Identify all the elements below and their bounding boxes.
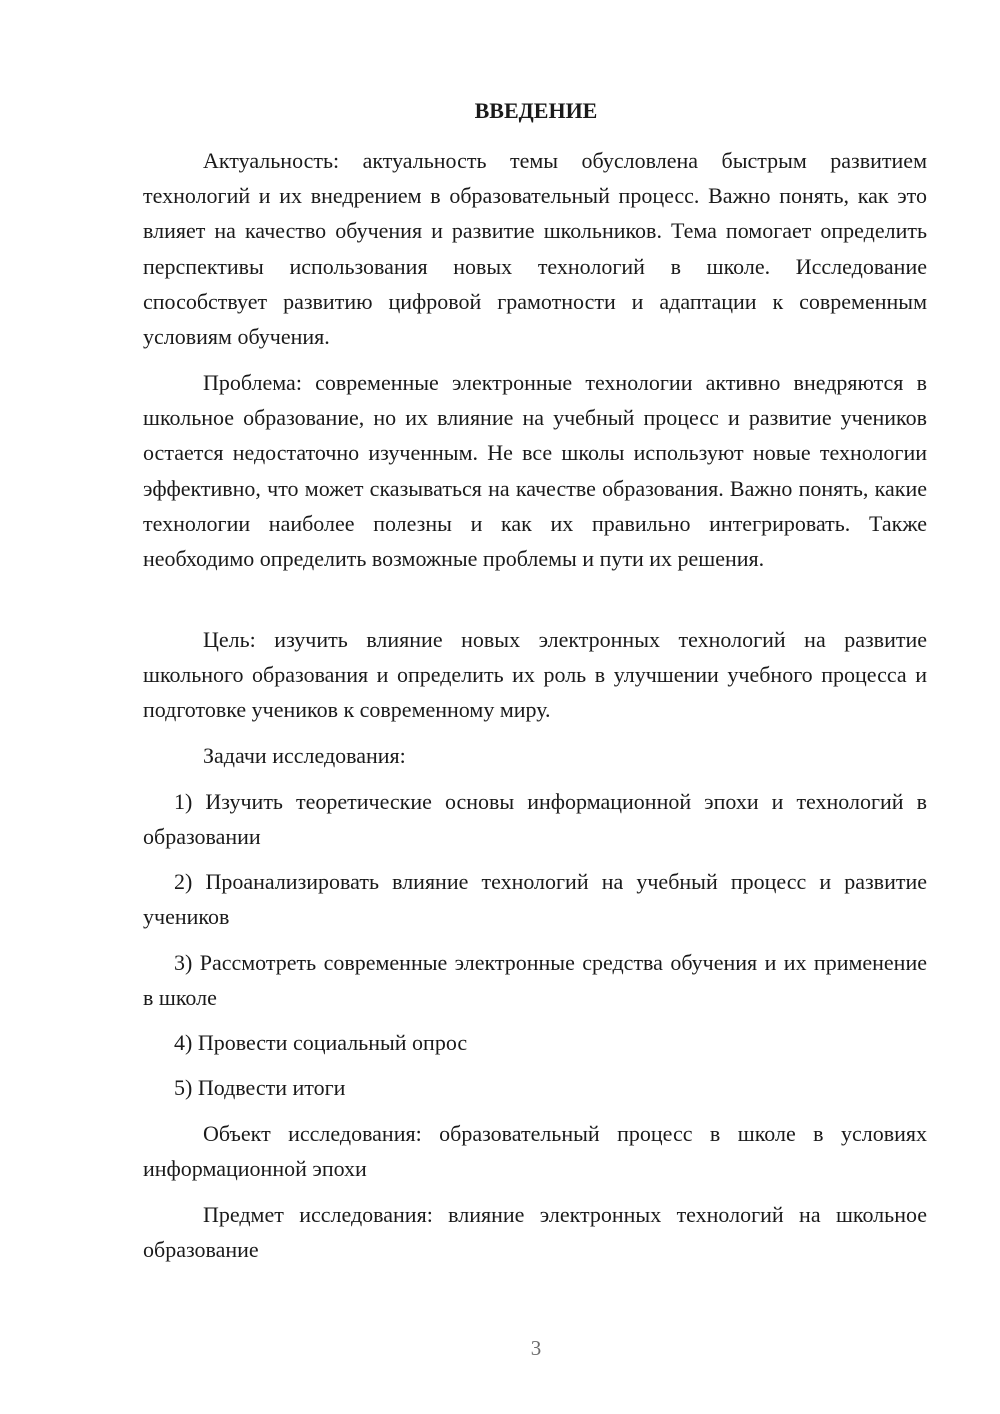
relevance-paragraph: Актуальность: актуальность темы обусловлена быстрым развитием технологий и их внедрением в образовательный процесс. Важно понять, как это влияет на качество обучения и развитие школьников. Тема помогает определить перспективы использования новых технологий в школе. Исследование способствует развитию цифровой грамотности и адаптации к современным условиям обучения.: [143, 148, 927, 350]
task-item-1: 1) Изучить теоретические основы информационной эпохи и технологий в образовании: [143, 789, 927, 850]
goal-paragraph: Цель: изучить влияние новых электронных технологий на развитие школьного образования и определить их роль в улучшении учебного процесса и подготовке учеников к современному миру.: [143, 627, 927, 723]
task-item-4: 4) Провести социальный опрос: [174, 1030, 468, 1055]
task-item-2: 2) Проанализировать влияние технологий на учебный процесс и развитие учеников: [143, 869, 927, 930]
task-item-5: 5) Подвести итоги: [174, 1075, 346, 1100]
object-paragraph: Объект исследования: образовательный процесс в школе в условиях информационной эпохи: [143, 1121, 927, 1182]
page-number: 3: [530, 1336, 542, 1360]
tasks-title: Задачи исследования:: [203, 743, 406, 768]
task-item-3: 3) Рассмотреть современные электронные средства обучения и их применение в школе: [143, 950, 927, 1011]
subject-paragraph: Предмет исследования: влияние электронных технологий на школьное образование: [143, 1202, 927, 1263]
section-heading: ВВЕДЕНИЕ: [474, 98, 598, 123]
problem-paragraph: Проблема: современные электронные технологии активно внедряются в школьное образование, но их влияние на учебный процесс и развитие учеников остается недостаточно изученным. Не все школы используют новые технологии эффективно, что может сказываться на качестве образования. Важно понять, какие технологии наиболее полезны и как их правильно интегрировать. Также необходимо определить возможные проблемы и пути их решения.: [143, 370, 927, 572]
